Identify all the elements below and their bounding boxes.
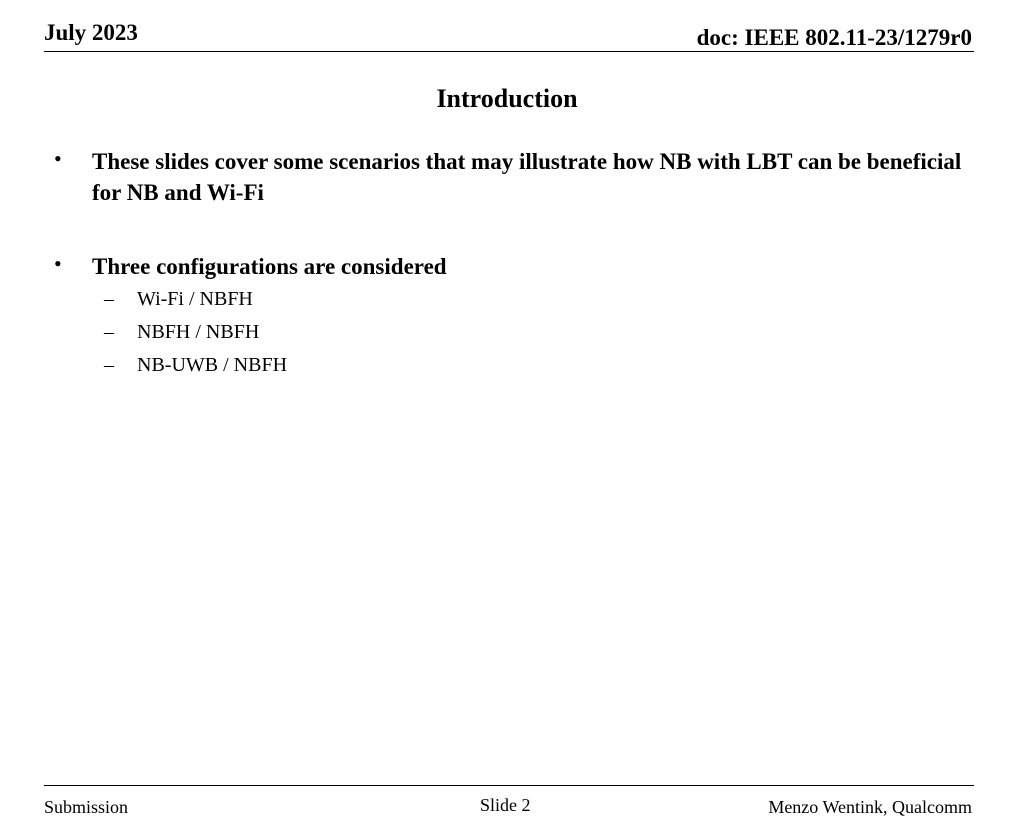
subitem-marker: –	[104, 354, 114, 376]
header-doc-id: doc: IEEE 802.11-23/1279r0	[696, 25, 972, 50]
bullet-marker: •	[54, 146, 62, 171]
footer-submission: Submission	[44, 797, 129, 817]
bullet-marker: •	[54, 251, 62, 276]
bullet-text: These slides cover some scenarios that may illustrate how NB with LBT can be beneficial for NB and Wi-Fi	[92, 149, 962, 205]
subitem-text: Wi-Fi / NBFH	[137, 288, 253, 310]
header-divider	[44, 51, 974, 52]
subitem-text: NB-UWB / NBFH	[137, 354, 288, 376]
footer-divider	[44, 785, 974, 786]
subitem-marker: –	[104, 321, 114, 343]
subitem-text: NBFH / NBFH	[137, 321, 260, 343]
subitem-marker: –	[104, 288, 114, 310]
slide-title: Introduction	[436, 84, 578, 113]
bullet-text: Three configurations are considered	[92, 254, 447, 279]
footer-author: Menzo Wentink, Qualcomm	[768, 797, 972, 817]
header-date: July 2023	[44, 20, 138, 45]
footer-slide-number: Slide 2	[480, 795, 531, 815]
